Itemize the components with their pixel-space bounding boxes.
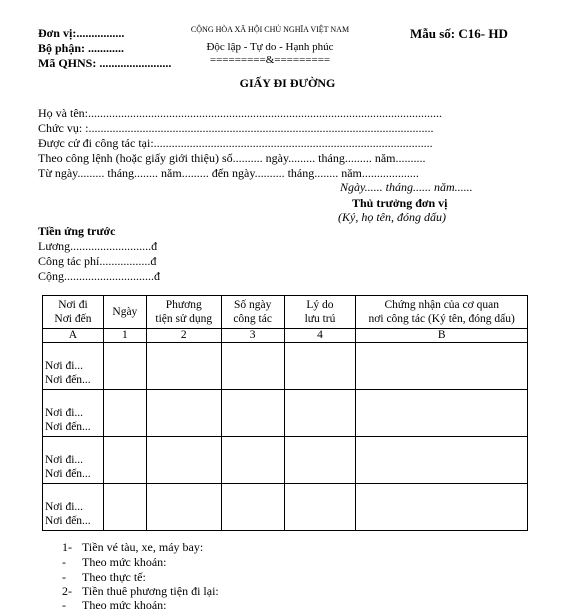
advance-salary: Lương...........................đ	[38, 239, 158, 253]
table-row	[43, 484, 528, 531]
empty-cell[interactable]	[356, 343, 528, 390]
field-order: Theo công lệnh (hoặc giấy giới thiệu) số.......... ngày......... tháng......... năm..........	[38, 151, 426, 165]
header-day: Ngày	[103, 296, 146, 329]
empty-cell[interactable]	[221, 343, 284, 390]
field-destination: Được cử đi công tác tại:.............................................................................................	[38, 136, 433, 150]
sign-note: (Ký, họ tên, đóng dấu)	[338, 210, 446, 224]
sign-role: Thủ trưởng đơn vị	[352, 196, 448, 210]
empty-cell[interactable]	[284, 484, 356, 531]
empty-cell[interactable]	[356, 390, 528, 437]
empty-cell[interactable]	[103, 437, 146, 484]
table-header-row	[43, 296, 528, 329]
advance-heading: Tiền ứng trước	[38, 224, 116, 238]
header-place: Nơi đi Nơi đến	[43, 296, 104, 329]
qhns-code-line: Mã QHNS: ........................	[38, 56, 172, 70]
field-full-name: Họ và tên:......................................................................................................................	[38, 106, 442, 120]
header-stay-reason: Lý do lưu trú	[284, 296, 356, 329]
list-item: - Theo thực tế:	[62, 570, 146, 584]
empty-cell[interactable]	[103, 390, 146, 437]
empty-cell[interactable]	[221, 484, 284, 531]
code-cell: 3	[221, 329, 284, 343]
table-row	[43, 437, 528, 484]
empty-cell[interactable]	[356, 437, 528, 484]
place-cell: Nơi đi... Nơi đến...	[43, 390, 104, 437]
field-position: Chức vụ: :...................................................................................................................	[38, 121, 434, 135]
advance-allowance: Công tác phí.................đ	[38, 254, 157, 268]
list-item: - Theo mức khoán:	[62, 555, 167, 569]
empty-cell[interactable]	[284, 390, 356, 437]
empty-cell[interactable]	[284, 437, 356, 484]
advance-total: Cộng..............................đ	[38, 269, 161, 283]
empty-cell[interactable]	[146, 390, 221, 437]
unit-line: Đơn vị:................	[38, 26, 125, 40]
sign-date: Ngày...... tháng...... năm......	[340, 180, 473, 194]
code-cell: B	[356, 329, 528, 343]
code-cell: A	[43, 329, 104, 343]
empty-cell[interactable]	[284, 343, 356, 390]
motto-underline: =========&=========	[209, 54, 331, 66]
place-cell: Nơi đi... Nơi đến...	[43, 437, 104, 484]
field-period: Từ ngày......... tháng........ năm......... đến ngày.......... tháng........ năm...................	[38, 166, 419, 180]
header-vehicle: Phương tiện sử dụng	[146, 296, 221, 329]
code-cell: 1	[103, 329, 146, 343]
document-title: GIẤY ĐI ĐƯỜNG	[239, 76, 336, 90]
empty-cell[interactable]	[221, 437, 284, 484]
list-item: 2- Tiền thuê phương tiện đi lại:	[62, 584, 219, 598]
place-cell: Nơi đi... Nơi đến...	[43, 484, 104, 531]
empty-cell[interactable]	[103, 343, 146, 390]
empty-cell[interactable]	[146, 343, 221, 390]
empty-cell[interactable]	[146, 484, 221, 531]
motto: Độc lập - Tự do - Hạnh phúc	[206, 41, 334, 53]
empty-cell[interactable]	[221, 390, 284, 437]
empty-cell[interactable]	[356, 484, 528, 531]
form-code: Mẫu số: C16- HD	[410, 26, 508, 41]
code-cell: 2	[146, 329, 221, 343]
empty-cell[interactable]	[103, 484, 146, 531]
list-item: - Theo mức khoán:	[62, 598, 167, 612]
table-row	[43, 390, 528, 437]
national-title: CỘNG HÒA XÃ HỘI CHỦ NGHĨA VIỆT NAM	[190, 25, 350, 34]
department-line: Bộ phận: ............	[38, 41, 125, 55]
header-certification: Chứng nhận của cơ quan nơi công tác (Ký tên, đóng dấu)	[356, 296, 528, 329]
travel-table	[42, 295, 528, 531]
empty-cell[interactable]	[146, 437, 221, 484]
place-cell: Nơi đi... Nơi đến...	[43, 343, 104, 390]
table-code-row	[43, 329, 528, 343]
header-days-count: Số ngày công tác	[221, 296, 284, 329]
list-item: 1- Tiền vé tàu, xe, máy bay:	[62, 540, 204, 554]
table-row	[43, 343, 528, 390]
code-cell: 4	[284, 329, 356, 343]
